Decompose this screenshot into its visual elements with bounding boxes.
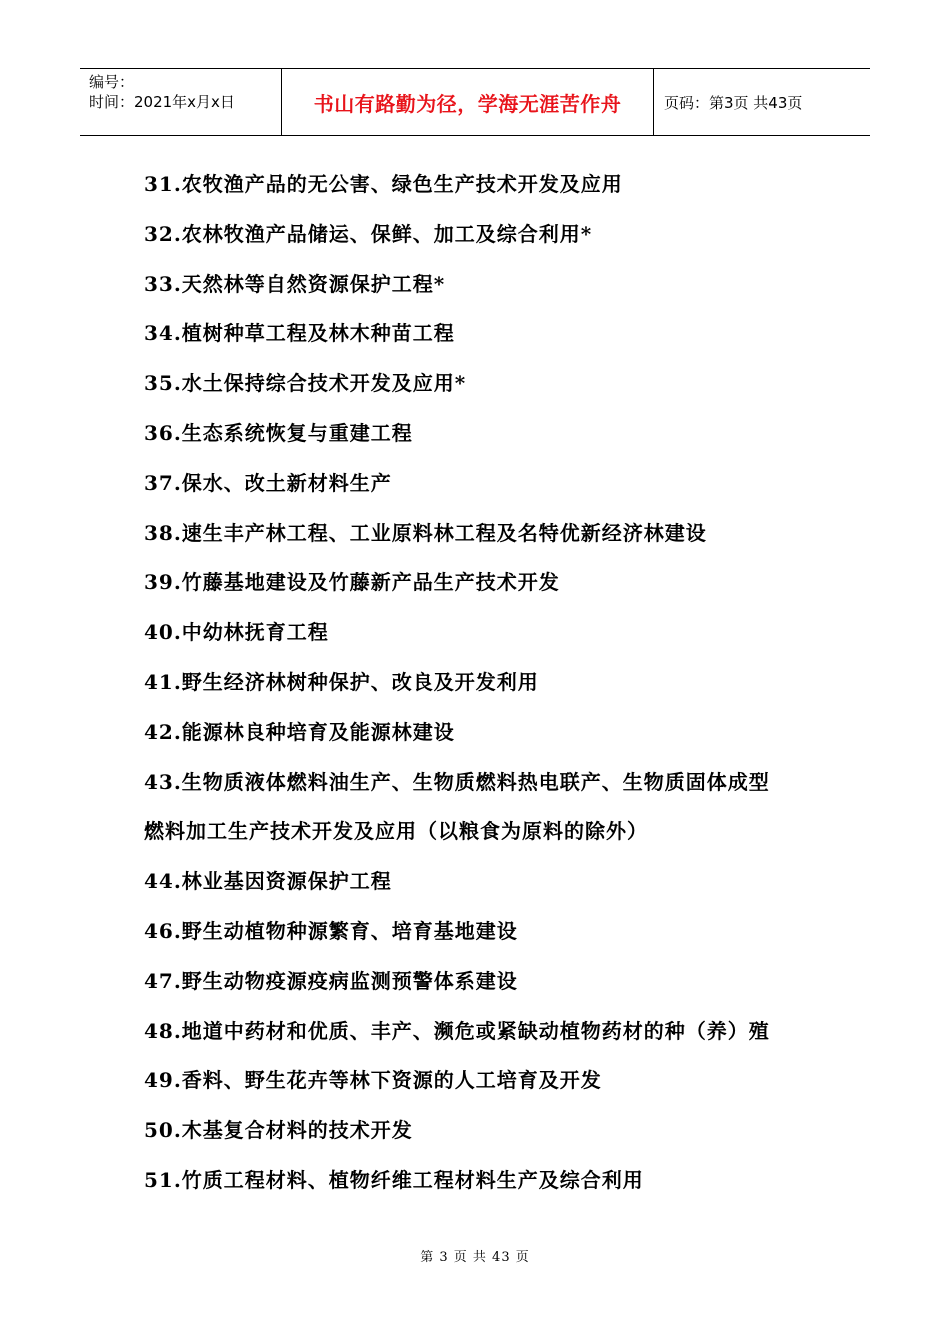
header-page-info: 页码：第3页 共43页	[664, 93, 803, 112]
list-item: 41.野生经济林树种保护、改良及开发利用	[144, 669, 539, 694]
list-item: 47.野生动物疫源疫病监测预警体系建设	[144, 968, 518, 993]
list-item: 35.水土保持综合技术开发及应用*	[144, 371, 467, 396]
list-item: 31.农牧渔产品的无公害、绿色生产技术开发及应用	[144, 172, 623, 196]
list-item: 40.中幼林抚育工程	[144, 620, 329, 645]
list-item: 33.天然林等自然资源保护工程*	[144, 271, 446, 296]
list-item: 34.植树种草工程及林木种苗工程	[144, 321, 455, 346]
list-item: 36.生态系统恢复与重建工程	[144, 420, 413, 445]
document-body	[144, 160, 844, 1206]
number-label: 编号：	[89, 73, 135, 91]
list-item: 32.农林牧渔产品储运、保鲜、加工及综合利用*	[144, 221, 593, 246]
date-label: 时间：2021年x月x日	[89, 93, 235, 111]
header-right-cell	[654, 69, 870, 135]
page-footer: 第 3 页 共 43 页	[420, 1250, 530, 1265]
list-item: 39.竹藤基地建设及竹藤新产品生产技术开发	[144, 570, 560, 595]
list-item: 43.生物质液体燃料油生产、生物质燃料热电联产、生物质固体成型	[144, 769, 770, 794]
page-header	[80, 68, 870, 136]
list-item: 48.地道中药材和优质、丰产、濒危或紧缺动植物药材的种（养）殖	[144, 1018, 770, 1043]
list-item-continuation: 燃料加工生产技术开发及应用（以粮食为原料的除外）	[144, 819, 648, 844]
header-left-cell	[80, 69, 282, 135]
list-item: 44.林业基因资源保护工程	[144, 869, 392, 894]
list-item: 51.竹质工程材料、植物纤维工程材料生产及综合利用	[144, 1167, 644, 1192]
header-motto: 书山有路勤为径，学海无涯苦作舟	[313, 91, 622, 116]
list-item: 50.木基复合材料的技术开发	[144, 1118, 413, 1143]
list-item: 42.能源林良种培育及能源林建设	[144, 719, 455, 744]
list-item: 38.速生丰产林工程、工业原料林工程及名特优新经济林建设	[144, 520, 707, 545]
list-item: 46.野生动植物种源繁育、培育基地建设	[144, 918, 518, 943]
list-item: 49.香料、野生花卉等林下资源的人工培育及开发	[144, 1068, 602, 1093]
header-middle-cell	[282, 69, 654, 135]
list-item: 37.保水、改土新材料生产	[144, 470, 392, 495]
